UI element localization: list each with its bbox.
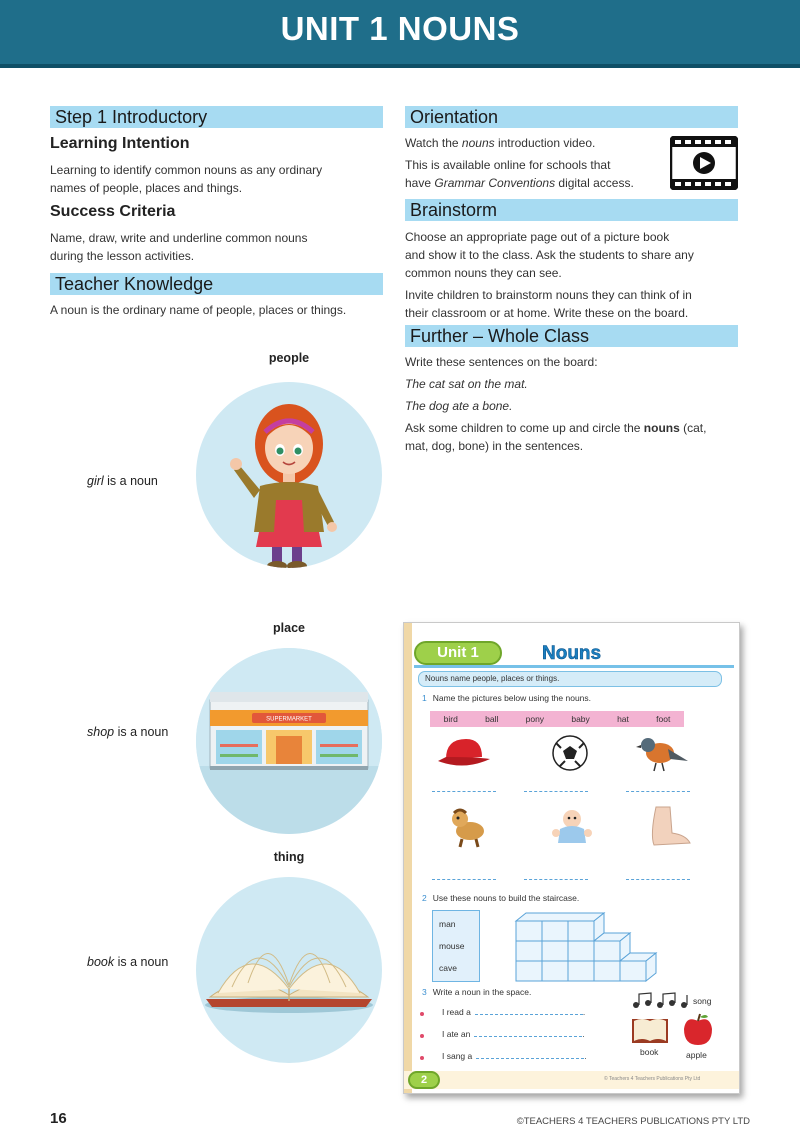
q-number: 2 (422, 893, 427, 903)
learning-intention-heading: Learning Intention (50, 135, 190, 152)
staircase-word: mouse (439, 941, 465, 951)
answer-line (432, 879, 496, 881)
book-caption (87, 955, 168, 969)
staircase-grid (512, 901, 668, 983)
text-line: mat, dog, bone) in the sentences. (405, 439, 584, 453)
fill-line (442, 1029, 585, 1039)
thing-circle (196, 877, 382, 1063)
text-line: names of people, places and things. (50, 181, 243, 195)
text-span: Ask some children to come up and circle the (405, 421, 644, 435)
fill-end: . (582, 1029, 585, 1039)
text-line: Invite children to brainstorm nouns they can think of in (405, 288, 692, 302)
text-line: Write these sentences on the board: (405, 355, 598, 369)
text-span: have (405, 176, 435, 190)
bullet (420, 1012, 424, 1016)
fill-line (442, 1007, 585, 1017)
thing-label: thing (273, 850, 305, 864)
caption-word: girl (87, 474, 104, 488)
word: hat (617, 714, 629, 724)
hat-icon (436, 731, 492, 775)
orientation-text (405, 134, 634, 192)
blank (476, 1051, 587, 1061)
worksheet-copyright: © Teachers 4 Teachers Publications Pty Ltd (604, 1076, 701, 1082)
text-span: introduction video. (494, 136, 596, 150)
book-label: book (640, 1047, 659, 1057)
staircase-word-box (432, 910, 480, 982)
text-line: This is available online for schools that (405, 158, 611, 172)
q-text: Write a noun in the space. (432, 987, 532, 997)
people-circle (196, 382, 382, 568)
answer-line (524, 791, 588, 793)
text-span: Watch the (405, 136, 462, 150)
music-notes-icon (630, 991, 690, 1009)
video-icon[interactable] (670, 136, 738, 190)
answer-line (524, 879, 588, 881)
text-line: Name, draw, write and underline common nouns (50, 231, 308, 245)
fill-prefix: I sang a (442, 1051, 473, 1061)
song-label: song (693, 996, 712, 1006)
q-text: Name the pictures below using the nouns. (432, 693, 592, 703)
worksheet-preview (403, 622, 740, 1094)
success-criteria-heading: Success Criteria (50, 203, 176, 220)
answer-line (432, 791, 496, 793)
bullet (420, 1056, 424, 1060)
caption-text: is a noun (114, 725, 169, 739)
small-book-icon (630, 1015, 670, 1045)
text-line: common nouns they can see. (405, 266, 562, 280)
caption-word: shop (87, 725, 115, 739)
fill-end: . (582, 1007, 586, 1017)
sentence-1: The cat sat on the mat. (405, 377, 528, 391)
worksheet-rule (414, 665, 734, 668)
caption-word: book (87, 955, 115, 969)
brainstorm-bar: Brainstorm (405, 199, 738, 221)
success-criteria-text (50, 229, 307, 265)
fill-line (442, 1051, 587, 1061)
fill-prefix: I read a (442, 1007, 471, 1017)
text-line: Learning to identify common nouns as any ordinary (50, 163, 323, 177)
blank (475, 1007, 586, 1017)
worksheet-q1 (422, 693, 591, 703)
sentence-2: The dog ate a bone. (405, 399, 513, 413)
fill-prefix: I ate an (442, 1029, 471, 1039)
text-line: their classroom or at home. Write these on the board. (405, 306, 689, 320)
bullet (420, 1034, 424, 1038)
text-span: (cat, (679, 421, 707, 435)
shop-sign-text: SUPERMARKET (266, 716, 312, 723)
text-line: Choose an appropriate page out of a picture book (405, 230, 670, 244)
q-number: 1 (422, 693, 427, 703)
staircase-word: man (439, 919, 456, 929)
place-circle (196, 648, 382, 834)
people-label: people (268, 351, 310, 365)
pony-icon (442, 805, 498, 849)
word: foot (656, 714, 671, 724)
text-italic: Grammar Conventions (434, 176, 556, 190)
text-span: digital access. (555, 176, 634, 190)
worksheet-page-number: 2 (408, 1071, 440, 1089)
title-banner (0, 0, 800, 68)
blank (474, 1029, 585, 1039)
text-bold: nouns (643, 421, 680, 435)
text-line (405, 134, 634, 152)
worksheet-word-bank (430, 711, 684, 727)
shop-illustration (196, 648, 382, 834)
shop-caption (87, 725, 168, 739)
q-text: Use these nouns to build the staircase. (432, 893, 580, 903)
word: bird (443, 714, 458, 724)
bird-icon (634, 731, 690, 775)
place-label: place (273, 621, 305, 635)
apple-icon (680, 1013, 716, 1047)
word: pony (525, 714, 545, 724)
further-text (405, 353, 706, 455)
worksheet-definition: Nouns name people, places or things. (418, 671, 722, 687)
further-bar: Further – Whole Class (405, 325, 738, 347)
orientation-bar: Orientation (405, 106, 738, 128)
answer-line (626, 879, 690, 881)
worksheet-q3 (422, 987, 531, 997)
teacher-knowledge-bar: Teacher Knowledge (50, 273, 383, 295)
caption-text: is a noun (103, 474, 158, 488)
fill-end: . (584, 1051, 587, 1061)
girl-illustration (196, 382, 382, 568)
step-heading-bar: Step 1 Introductory (50, 106, 383, 128)
text-line: during the lesson activities. (50, 249, 195, 263)
ball-icon (542, 731, 598, 775)
page-title: UNIT 1 NOUNS (280, 10, 520, 47)
worksheet-title: Nouns (542, 643, 602, 664)
book-illustration (196, 877, 382, 1063)
learning-intention-text (50, 161, 322, 197)
text-italic: nouns (461, 136, 495, 150)
text-line (405, 419, 706, 437)
baby-icon (544, 805, 600, 849)
teacher-knowledge-text: A noun is the ordinary name of people, places or things. (50, 303, 347, 317)
worksheet-stripe (404, 623, 412, 1093)
brainstorm-text (405, 228, 694, 322)
girl-caption (87, 474, 158, 488)
q-number: 3 (422, 987, 427, 997)
caption-text: is a noun (114, 955, 169, 969)
answer-line (626, 791, 690, 793)
foot-icon (640, 805, 696, 849)
apple-label: apple (686, 1050, 707, 1060)
page-number: 16 (50, 1110, 67, 1127)
word: baby (571, 714, 590, 724)
text-line (405, 174, 634, 192)
copyright: ©TEACHERS 4 TEACHERS PUBLICATIONS PTY LTD (516, 1116, 750, 1127)
word: ball (485, 714, 499, 724)
staircase-word: cave (439, 963, 457, 973)
text-line: and show it to the class. Ask the students to share any (405, 248, 694, 262)
worksheet-unit-pill: Unit 1 (414, 641, 502, 665)
